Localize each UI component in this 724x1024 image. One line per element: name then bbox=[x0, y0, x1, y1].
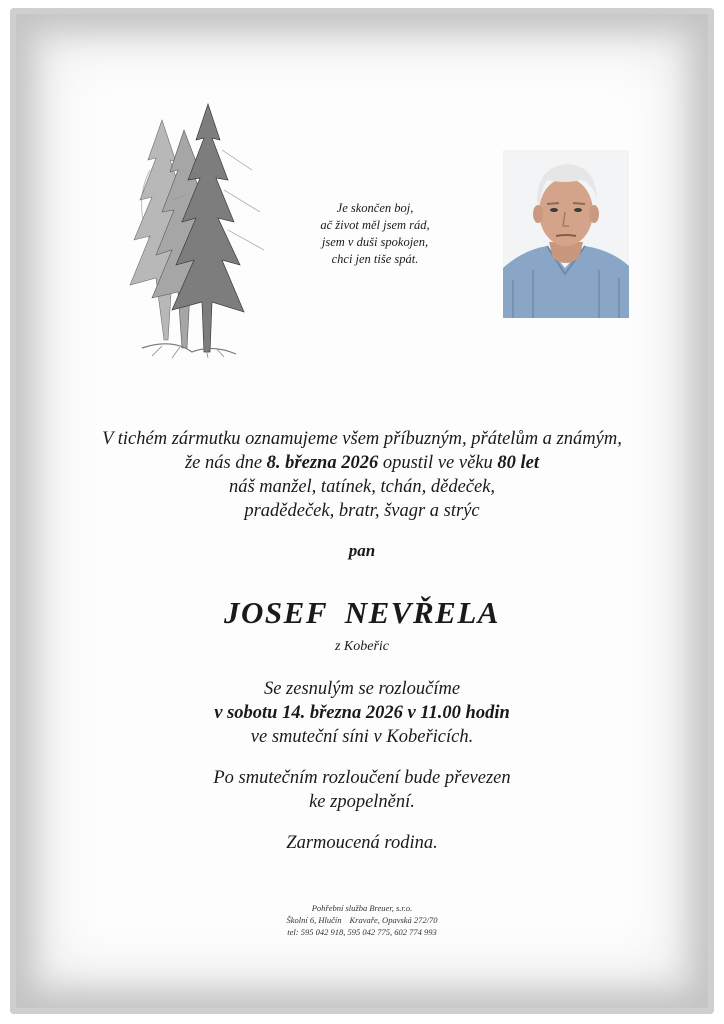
poem-line: chci jen tiše spát. bbox=[331, 252, 419, 266]
footer-addresses bbox=[200, 914, 524, 926]
age: 80 let bbox=[497, 453, 540, 473]
farewell-info bbox=[60, 677, 664, 749]
footer-address: Školní 6, Hlučín bbox=[286, 915, 342, 925]
trees-illustration bbox=[112, 100, 272, 370]
farewell-datetime: v sobotu 14. března 2026 v 11.00 hodin bbox=[214, 703, 510, 723]
poem-line: jsem v duši spokojen, bbox=[321, 235, 429, 249]
announcement bbox=[60, 427, 664, 523]
announcement-line: náš manžel, tatínek, tchán, dědeček, bbox=[228, 477, 496, 497]
cremation-line: ke zpopelnění. bbox=[309, 792, 415, 812]
announcement-line: pradědeček, bratr, švagr a strýc bbox=[244, 501, 480, 521]
portrait-photo bbox=[503, 150, 629, 318]
funeral-service-footer bbox=[200, 902, 524, 938]
deceased-origin: z Kobeřic bbox=[334, 639, 390, 654]
announcement-line: V tichém zármutku oznamujeme všem příbuzným, přátelům a známým, bbox=[102, 429, 622, 449]
title-word: pan bbox=[348, 541, 376, 560]
poem-line: Je skončen boj, bbox=[336, 201, 414, 215]
deceased-name: JOSEF NEVŘELA bbox=[224, 595, 500, 630]
poem bbox=[290, 200, 460, 268]
farewell-line: Se zesnulým se rozloučíme bbox=[263, 679, 461, 699]
announcement-line bbox=[60, 451, 664, 475]
poem-line: ač život měl jsem rád, bbox=[320, 218, 430, 232]
family-signature: Zarmoucená rodina. bbox=[286, 833, 438, 853]
text-span: opustil ve věku bbox=[378, 453, 498, 473]
footer-phones: tel: 595 042 918, 595 042 775, 602 774 993 bbox=[287, 927, 437, 937]
date-of-death: 8. března 2026 bbox=[266, 453, 379, 473]
footer-address: Kravaře, Opavská 272/70 bbox=[349, 915, 438, 925]
footer-company: Pohřební služba Breuer, s.r.o. bbox=[311, 903, 413, 913]
cremation-line: Po smutečním rozloučení bude převezen bbox=[213, 768, 511, 788]
cremation-info bbox=[60, 766, 664, 814]
farewell-place: ve smuteční síni v Kobeřicích. bbox=[250, 727, 474, 747]
ground-line bbox=[142, 344, 236, 354]
text-span: že nás dne bbox=[184, 453, 267, 473]
